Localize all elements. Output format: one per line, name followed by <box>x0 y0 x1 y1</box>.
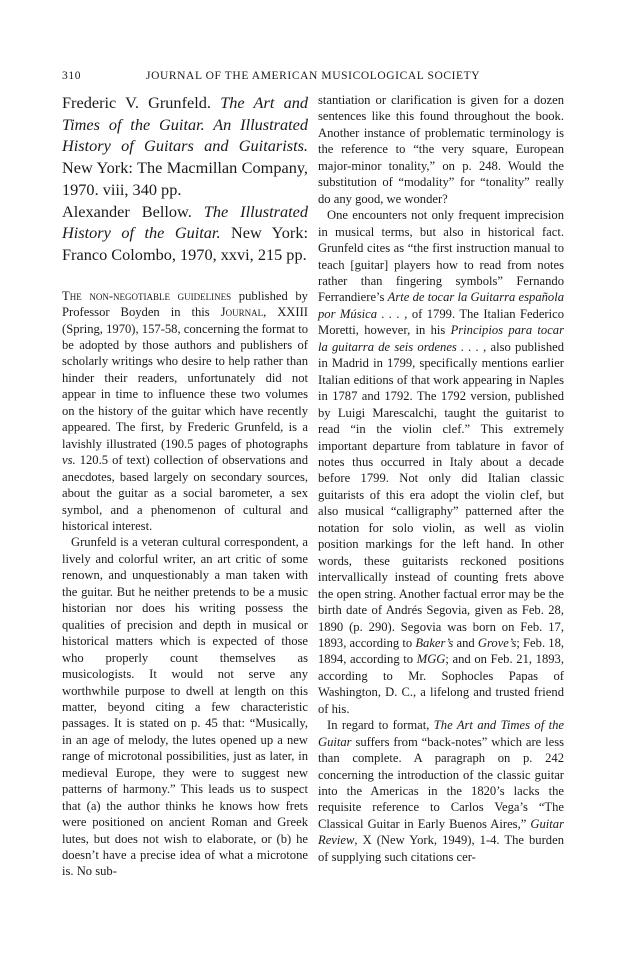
right-paragraph-1: stantiation or clarification is given for a dozen sentences like this found throughout the book. Another instance of problematic terminology is the reference to “the very square, European major-minor tonality,” on p. 248. Would the substitution of “modality” for “tonality” really do any good, we wonder? <box>318 93 564 206</box>
right-p3-text-1: In regard to format, <box>327 718 434 733</box>
bakers-title: Baker’s <box>415 635 454 650</box>
book1-author: Frederic V. Grunfeld. <box>62 93 211 112</box>
opening-small-caps: The non-negotiable guidelines <box>62 288 232 303</box>
left-p1-text-3: 120.5 of text) collection of observations and anecdotes, based largely on secondary sources, about the guitar as a social barometer, a sex symbol, and a phenomenon of cultural and historical interest. <box>62 453 308 533</box>
right-p2-text-1: One encounters not only frequent imprecision in musical terms, but also in historical fact. Grunfeld cites as “the first instruction manual to teach [guitar] players how to read from notes rather than fingering symbols” Fernando Ferrandiere’s <box>318 208 564 305</box>
moretti-title: Principios para tocar la guitarra de seis ordenes . . . <box>318 323 564 354</box>
review-heading <box>62 92 308 266</box>
guitar-review-title: Guitar Review <box>318 816 564 848</box>
journal-small-caps: Journal <box>220 305 264 320</box>
right-column <box>318 92 564 865</box>
left-paragraph-2: Grunfeld is a veteran cultural correspondent, a lively and colorful writer, an art critic of some renown, and unquestionably a man taken with the guitar. But he neither pretends to be a music historian nor does his writing possess the qualities of precision and depth in musical or historical matters which is expected of those who properly count themselves as musicologists. It would not serve any worthwhile purpose to dwell at length on this matter, beyond citing a few characteristic passages. It is stated on p. 45 that: “Musically, in an age of melody, the lutes opened up a new range of microtonal possibilities, just as later, in medieval Europe, they were to suggest new patterns of harmony.” This leads us to suspect that (a) the author thinks he knows how frets were positioned on ancient Roman and Greek lutes, but does not wish to elaborate, or (b) he doesn’t have a precise idea of what a microtone is. No sub- <box>62 535 308 879</box>
left-column <box>62 92 308 880</box>
right-p2-text-4: and <box>453 635 478 650</box>
right-p3-text-3: , X (New York, 1949), 1-4. The burden of supplying such citations cer- <box>318 833 564 864</box>
versus-abbrev: vs. <box>62 453 76 468</box>
book2-title: The Illustrated History of the Guitar. <box>62 201 308 243</box>
book2-publication: New York: Franco Colombo, 1970, xxvi, 215 pp. <box>62 223 309 264</box>
right-p2-text-2: , of 1799. The Italian Federico Moretti, however, in his <box>318 306 565 338</box>
groves-title: Grove’s <box>477 635 517 650</box>
mgg-title: MGG <box>416 652 446 667</box>
page-number: 310 <box>62 70 82 82</box>
book2-author: Alexander Bellow. <box>62 201 192 221</box>
right-p3-text-2: suffers from “back-notes” which are less than complete. A paragraph on p. 242 concerning the introduction of the classic guitar into the Americas in the 1820’s lacks the requisite reference to Carlos Vega’s “The Classical Guitar in Early Buenos Aires,” <box>318 734 564 831</box>
left-p1-text-2: , XXIII (Spring, 1970), 157-58, concerning the format to be adopted by those authors and publishers of scholarly writings who desire to help rather than hinder their readers, unfortunately did not appear in time to influence these two volumes on the history of the guitar which have recently appeared. The first, by Frederic Grunfeld, is a lavishly illustrated (190.5 pages of photographs <box>62 305 308 451</box>
right-paragraph-3 <box>318 717 564 865</box>
left-paragraph-1 <box>62 288 308 535</box>
right-p2-text-5: ; Feb. 18, 1894, according to <box>318 635 565 667</box>
art-and-times-title: The Art and Times of the Guitar <box>318 718 564 749</box>
book1-publication: New York: The Macmillan Company, 1970. viii, 340 pp. <box>62 158 308 199</box>
left-p1-text-1: published by Professor Boyden in this <box>62 288 308 320</box>
book1-title: The Art and Times of the Guitar. An Illustrated History of Guitars and Guitarists. <box>62 93 308 156</box>
journal-title: JOURNAL OF THE AMERICAN MUSICOLOGICAL SOCIETY <box>146 70 481 82</box>
ferrandiere-title: Arte de tocar la Guitarra española por Música . . . <box>318 290 564 321</box>
right-p2-text-3: , also published in Madrid in 1799, specifically mentions earlier Italian editions of that work appearing in Naples in 1787 and 1792. The 1792 version, published by Luigi Marescalchi, taught the guitarist to read “in the violin clef.” This extremely important departure from tablature in favor of notes thus occurred in Italy about a decade before 1799. Not only did Italian classic guitarists of this era adopt the violin clef, but also musical “calligraphy” patterned after the notation for solo violin, as well as violin position markings for the left hand. In other words, these guitarists reckoned positions intervallically instead of counting frets above the open string. Another factual error may be the birth date of Andrés Segovia, given as Feb. 28, 1890 (p. 290). Segovia was born on Feb. 17, 1893, according to <box>318 339 564 650</box>
right-p2-text-6: ; and on Feb. 21, 1893, according to Mr. Sophocles Papas of Washington, D. C., a lifelong and trusted friend of his. <box>318 652 564 716</box>
running-header <box>62 70 562 86</box>
right-paragraph-2 <box>318 207 564 717</box>
